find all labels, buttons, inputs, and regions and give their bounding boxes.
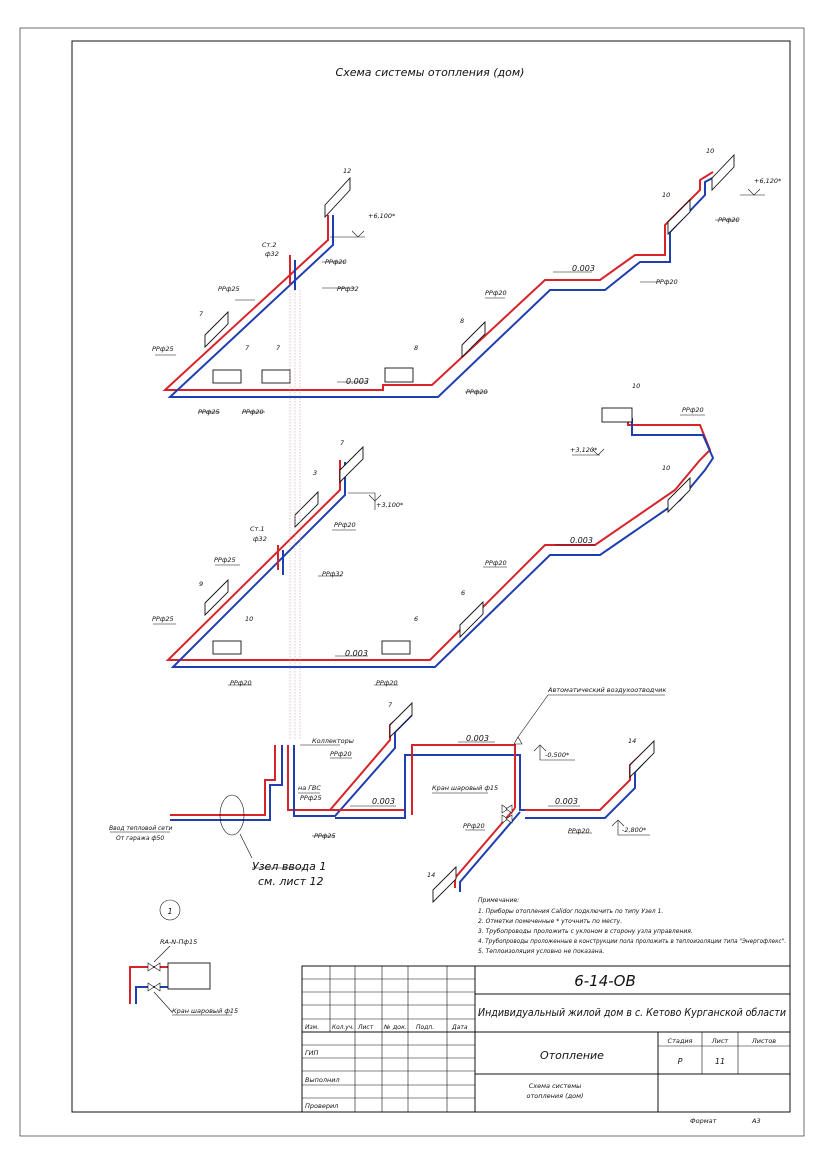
label-pp25-d: PPф25 <box>214 556 236 564</box>
riser-st1-dia: ф32 <box>253 535 267 543</box>
ra-valve-label: RA-N-Пф15 <box>160 938 198 946</box>
slope-f1-b: 0.003 <box>570 536 593 545</box>
note-5: 5. Теплоизоляция условно не показана. <box>478 948 605 955</box>
radiator-10-f1-c <box>602 408 632 422</box>
radiator-6-bottom <box>382 641 410 654</box>
num-8-b: 8 <box>460 317 465 325</box>
elev-2800: -2,800* <box>622 826 647 834</box>
role-executed: Выполнил <box>305 1076 340 1084</box>
elev-6100: +6,100* <box>368 212 396 220</box>
slope-f0-c: 0.003 <box>555 797 578 806</box>
slope-f0-b: 0.003 <box>372 797 395 806</box>
doc-code: 6-14-ОВ <box>574 972 636 990</box>
elev-3100: +3,100* <box>376 501 404 509</box>
floor-1-scheme <box>152 382 713 687</box>
note-1: 1. Приборы отопления Calidor подключить по типу Узел 1. <box>478 908 664 915</box>
return-pipe-floor2 <box>170 175 718 397</box>
col-doc: № док. <box>382 1024 408 1031</box>
label-pp25-b: PPф25 <box>152 345 174 353</box>
ball-valve-label: Кран шаровый ф15 <box>432 784 499 792</box>
label-pp32-b: PPф32 <box>322 570 344 578</box>
label-pp20-j: PPф20 <box>485 559 507 567</box>
label-pp20-e: PPф20 <box>656 278 678 286</box>
col-sign: Подп. <box>416 1024 435 1031</box>
stage-label: Стадия <box>667 1037 693 1045</box>
format-value: А3 <box>752 1117 761 1125</box>
num-7-c: 7 <box>276 344 281 352</box>
node-1-number: 1 <box>167 907 173 916</box>
supply-pipe-floor2 <box>165 172 713 390</box>
air-vent-label: Автоматический воздухоотводчик <box>548 686 667 694</box>
radiator-10-b <box>712 155 734 190</box>
label-pp20-d: PPф20 <box>485 289 507 297</box>
num-14-b: 14 <box>427 871 436 879</box>
sheets-label: Листов <box>751 1037 777 1045</box>
label-pp20-b: PPф20 <box>242 408 264 416</box>
slope-f2-a: 0.003 <box>346 377 369 386</box>
radiator-14-left <box>433 867 456 902</box>
notes-block <box>478 897 786 955</box>
node-1-radiator <box>168 963 210 989</box>
radiator-10-a <box>668 200 690 234</box>
sheet-name-1: Схема системы <box>528 1082 582 1090</box>
inlet-supply <box>170 745 275 815</box>
num-6-b: 6 <box>461 589 466 597</box>
slope-f1-a: 0.003 <box>345 649 368 658</box>
note-4: 4. Трубопроводы проложенные в конструкции пола проложить в теплоизоляции типа "Энергофлекс". <box>478 938 787 945</box>
num-9: 9 <box>199 580 204 588</box>
radiator-10-f1 <box>213 641 241 654</box>
air-vent-icon <box>514 737 522 744</box>
stage-value: Р <box>677 1057 683 1066</box>
col-izm: Изм. <box>305 1024 320 1031</box>
num-7-e: 7 <box>388 701 393 709</box>
drawing-title: Схема системы отопления (дом) <box>335 66 525 79</box>
num-10-c: 10 <box>662 464 671 472</box>
elev-6120: +6,120* <box>754 177 782 185</box>
label-pp20-n: PPф20 <box>568 827 590 835</box>
collectors-label: Коллекторы <box>312 737 354 745</box>
radiator-9 <box>205 580 228 615</box>
node-ball-valve-label: Кран шаровый ф15 <box>172 1007 239 1015</box>
elev-0500: -0,500* <box>545 751 570 759</box>
num-10-b: 10 <box>706 147 715 155</box>
notes-heading: Примечание: <box>478 897 520 904</box>
f0-supply-c <box>525 748 648 810</box>
radiator-14-right <box>630 741 654 777</box>
elev-3120: +3,120* <box>570 446 598 454</box>
inlet-label-2: От гаража ф50 <box>116 835 165 842</box>
node-1-detail <box>130 900 238 1015</box>
label-pp20-i: PPф20 <box>376 679 398 687</box>
label-pp20-g: PPф20 <box>334 521 356 529</box>
radiator-7-f0 <box>390 703 412 737</box>
label-pp25-c: PPф25 <box>198 408 220 416</box>
col-kol: Кол.уч. <box>332 1024 355 1031</box>
label-pp20-l: PPф20 <box>330 750 352 758</box>
sheet-name-2: отопления (дом) <box>526 1092 584 1100</box>
radiator-8-bottom <box>385 368 413 382</box>
radiator-10-f1-b <box>668 478 690 512</box>
num-6-a: 6 <box>414 615 419 623</box>
gvs-label: на ГВС <box>298 784 321 792</box>
riser-st2-dia: ф32 <box>265 250 279 258</box>
num-10-a: 10 <box>662 191 671 199</box>
label-pp25-e: PPф25 <box>152 615 174 623</box>
note-3: 3. Трубопроводы проложить с уклоном в сторону узла управления. <box>478 928 693 935</box>
num-7-a: 7 <box>199 310 204 318</box>
role-checked: Проверил <box>305 1102 339 1110</box>
section-name: Отопление <box>540 1049 604 1062</box>
num-7-b: 7 <box>245 344 250 352</box>
floor-2-scheme <box>152 147 782 416</box>
supply-pipe-floor1 <box>168 415 710 660</box>
num-8-a: 8 <box>414 344 419 352</box>
node-label-2: см. лист 12 <box>258 875 324 888</box>
sheet-value: 11 <box>714 1057 726 1066</box>
slope-f2-b: 0.003 <box>572 264 595 273</box>
label-pp20-a: PPф20 <box>325 258 347 266</box>
num-12: 12 <box>343 167 352 175</box>
num-3: 3 <box>313 469 318 477</box>
slope-f0-a: 0.003 <box>466 734 489 743</box>
label-pp25-a: PPф25 <box>218 285 240 293</box>
label-pp20-k: PPф20 <box>682 406 704 414</box>
num-7-d: 7 <box>340 439 345 447</box>
inner-frame <box>72 41 790 1112</box>
label-pp20-h: PPф20 <box>230 679 252 687</box>
radiator-7-mid <box>213 370 241 383</box>
num-10-d: 10 <box>632 382 641 390</box>
riser-st2-label: Ст.2 <box>262 241 277 249</box>
inlet-label-1: Ввод тепловой сети <box>109 825 173 832</box>
radiator-7-f1 <box>340 447 363 482</box>
label-pp20-m: PPф20 <box>463 822 485 830</box>
col-list: Лист <box>358 1024 374 1031</box>
label-pp25-g: PPф25 <box>314 832 336 840</box>
outer-border <box>20 28 804 1136</box>
label-pp32-a: PPф32 <box>337 285 359 293</box>
num-14-a: 14 <box>628 737 637 745</box>
note-2: 2. Отметки помеченные * уточнить по месту. <box>478 918 623 925</box>
label-pp20-f: PPф20 <box>718 216 740 224</box>
riser-st1-label: Ст.1 <box>250 525 265 533</box>
role-gip: ГИП <box>305 1049 319 1057</box>
radiator-7-right <box>262 370 290 383</box>
sheet-label: Лист <box>711 1037 729 1045</box>
num-10-e: 10 <box>245 615 254 623</box>
project-name: Индивидуальный жилой дом в с. Кетово Курганской области <box>478 1006 786 1019</box>
format-label: Формат <box>690 1117 717 1125</box>
col-date: Дата <box>452 1024 468 1031</box>
basement-scheme <box>109 686 666 902</box>
title-block <box>302 966 790 1125</box>
radiator-12 <box>325 178 350 217</box>
node-label-1: Узел ввода 1 <box>252 860 327 873</box>
label-pp25-f: PPф25 <box>300 794 322 802</box>
label-pp20-c: PPф20 <box>466 388 488 396</box>
